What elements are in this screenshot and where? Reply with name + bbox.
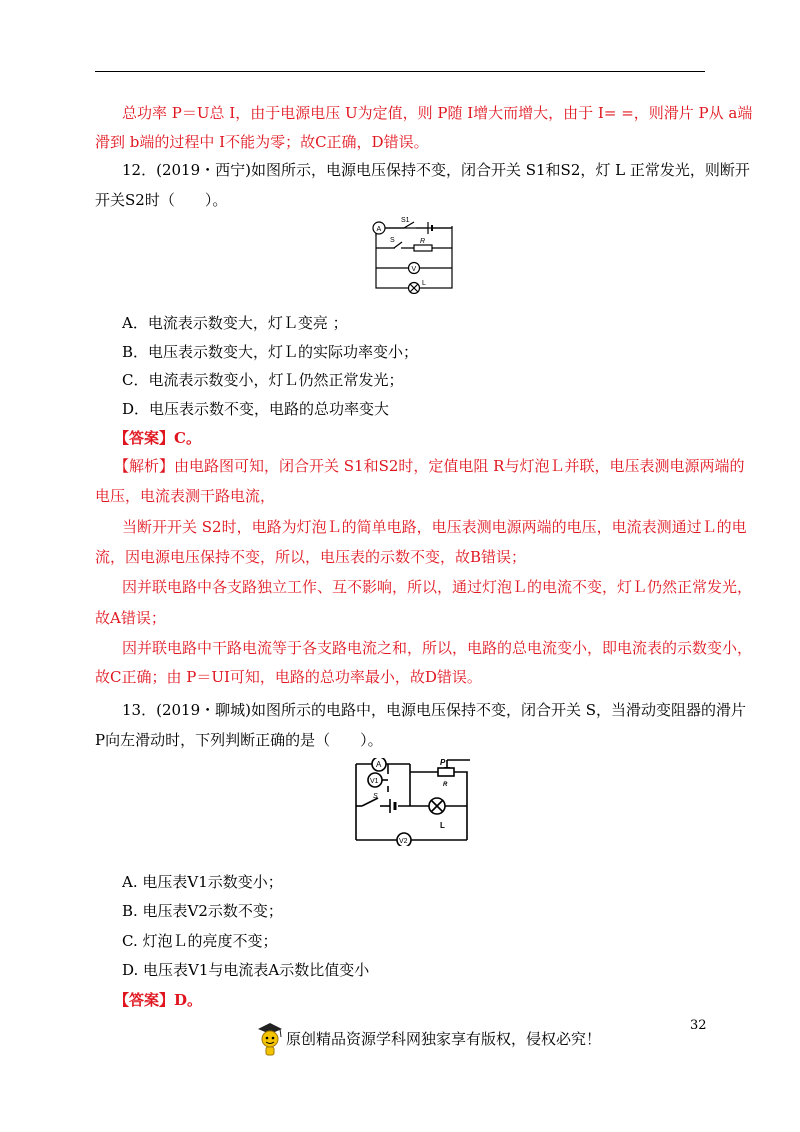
q13-p-label: P	[440, 758, 446, 767]
q12-option-a: A．电流表示数变大，灯Ｌ变亮 ；	[122, 314, 348, 332]
q13-r-label: R	[443, 782, 448, 788]
q12-analysis-line-6: 故A错误；	[95, 609, 166, 627]
q12-circuit-diagram	[368, 214, 460, 294]
q12-lamp-label: L	[422, 280, 426, 287]
q13-stem-line-1: 13．(2019・聊城)如图所示的电路中，电源电压保持不变，闭合开关 S，当滑动变阻器的滑片	[122, 701, 747, 719]
q12-resistor	[414, 245, 432, 251]
q13-stem-line-2: P向左滑动时，下列判断正确的是（ ）。	[95, 731, 383, 749]
q12-option-c: C．电流表示数变小，灯Ｌ仍然正常发光；	[122, 371, 404, 389]
q13-ammeter-label: A	[376, 760, 382, 769]
q13-option-c: C. 灯泡Ｌ的亮度不变；	[122, 932, 278, 950]
q12-analysis-line-4: 流，因电源电压保持不变，所以，电压表的示数不变，故B错误；	[95, 548, 527, 566]
q12-voltmeter-label: V	[411, 266, 417, 273]
analysis-prev-line-2: 滑到 b端的过程中 I不能为零；故C正确，D错误。	[95, 133, 429, 151]
footer-copyright: 原创精品资源学科网独家享有版权，侵权必究！	[286, 1029, 602, 1048]
q12-option-d: D．电压表示数不变，电路的总功率变大	[122, 400, 390, 418]
mascot-icon	[256, 1020, 284, 1056]
q13-s-label: S	[373, 793, 378, 800]
header-rule	[95, 71, 705, 72]
q13-v1-label: V1	[370, 778, 379, 785]
q12-analysis-line-3: 当断开开关 S2时，电路为灯泡Ｌ的简单电路，电压表测电源两端的电压，电流表测通过Ｌ的电	[122, 518, 747, 536]
q12-outer-wire	[376, 228, 452, 288]
q13-v2-label: V2	[399, 838, 408, 845]
q12-resistor-label: R	[420, 238, 426, 245]
q13-option-d: D. 电压表V1与电流表A示数比值变小	[122, 961, 370, 979]
q12-option-b: B．电压表示数变大，灯Ｌ的实际功率变小；	[122, 343, 419, 361]
q12-analysis-line-8: 故C正确；由 P＝UI可知，电路的总功率最小，故D错误。	[95, 668, 482, 686]
q12-analysis-line-5: 因并联电路中各支路独立工作、互不影响，所以，通过灯泡Ｌ的电流不变，灯Ｌ仍然正常发光，	[122, 578, 753, 596]
q12-analysis-line-1: 【解析】由电路图可知，闭合开关 S1和S2时，定值电阻 R与灯泡Ｌ并联，电压表测电源两端的	[114, 457, 745, 475]
q13-rheostat	[438, 768, 454, 776]
q12-answer: 【答案】C。	[114, 429, 201, 447]
q12-analysis-line-2: 电压，电流表测干路电流，	[95, 487, 276, 505]
analysis-prev-line-1: 总功率 P＝U总 I，由于电源电压 U为定值，则 P随 I增大而增大，由于 I= =，则滑片 P从 a端	[122, 104, 753, 122]
q13-circuit-diagram	[350, 758, 474, 846]
q13-lamp-label: L	[440, 821, 445, 830]
q12-s2-label: S	[390, 237, 395, 244]
q12-ammeter-label: A	[376, 226, 382, 233]
footer	[256, 1018, 601, 1058]
q12-stem-line-2: 开关S2时（ ）。	[95, 191, 228, 209]
q12-analysis-line-7: 因并联电路中干路电流等于各支路电流之和，所以，电路的总电流变小，即电流表的示数变小，	[122, 639, 753, 657]
q13-option-a: A. 电压表V1示数变小；	[122, 873, 283, 891]
q12-stem-line-1: 12．(2019・西宁)如图所示，电源电压保持不变，闭合开关 S1和S2，灯 L 正常发光，则断开	[122, 161, 750, 179]
q13-answer: 【答案】D。	[114, 991, 203, 1009]
page-number: 32	[690, 1018, 707, 1033]
q12-s1-label: S1	[401, 217, 410, 224]
q13-option-b: B. 电压表V2示数不变；	[122, 902, 283, 920]
